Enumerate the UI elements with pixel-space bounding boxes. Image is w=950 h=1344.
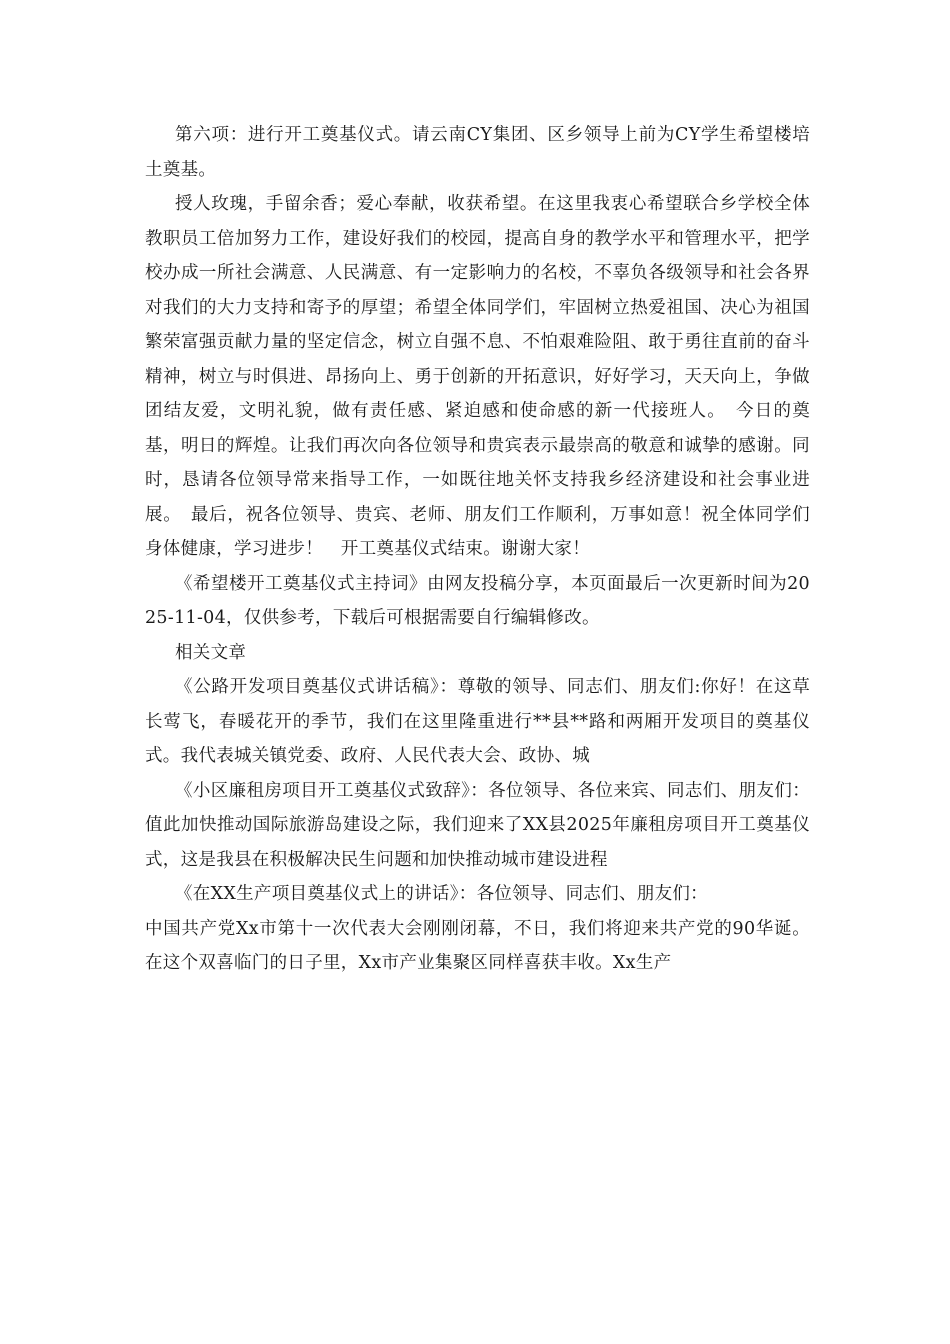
related-article-3-continuation: 中国共产党Xx市第十一次代表大会刚刚闭幕，不日，我们将迎来共产党的90华诞。在这个双喜临门的日子里，Xx市产业集聚区同样喜获丰收。Xx生产 (145, 918, 810, 973)
related-articles-section (145, 636, 810, 981)
document-page (145, 118, 810, 981)
related-article-1[interactable]: 《公路开发项目奠基仪式讲话稿》：尊敬的领导、同志们、朋友们:你好！在这草长莺飞，春暖花开的季节，我们在这里隆重进行**县**路和两厢开发项目的奠基仪式。我代表城关镇党委、政府、人民代表大会、政协、城 (145, 677, 810, 766)
related-articles-heading: 相关文章 (175, 642, 247, 663)
related-article-2[interactable]: 《小区廉租房项目开工奠基仪式致辞》：各位领导、各位来宾、同志们、朋友们：值此加快推动国际旅游岛建设之际，我们迎来了XX县2025年廉租房项目开工奠基仪式，这是我县在积极解决民生问题和加快推动城市建设进程 (145, 780, 810, 870)
related-article-3[interactable]: 《在XX生产项目奠基仪式上的讲话》：各位领导、同志们、朋友们： (175, 884, 708, 904)
paragraph-source-note: 《希望楼开工奠基仪式主持词》由网友投稿分享，本页面最后一次更新时间为2025-11-04，仅供参考，下载后可根据需要自行编辑修改。 (145, 573, 810, 628)
paragraph-speech-body: 授人玫瑰，手留余香；爱心奉献，收获希望。在这里我衷心希望联合乡学校全体教职员工倍加努力工作，建设好我们的校园，提高自身的教学水平和管理水平，把学校办成一所社会满意、人民满意、有一定影响力的名校，不辜负各级领导和社会各界对我们的大力支持和寄予的厚望；希望全体同学们，牢固树立热爱祖国、决心为祖国繁荣富强贡献力量的坚定信念，树立自强不息、不怕艰难险阻、敢于勇往直前的奋斗精神，树立与时俱进、昂扬向上、勇于创新的开拓意识，好好学习，天天向上，争做团结友爱，文明礼貌，做有责任感、紧迫感和使命感的新一代接班人。 今日的奠基，明日的辉煌。让我们再次向各位领导和贵宾表示最崇高的敬意和诚挚的感谢。同时，恳请各位领导常来指导工作，一如既往地关怀支持我乡经济建设和社会事业进展。 最后，祝各位领导、贵宾、老师、朋友们工作顺利，万事如意！祝全体同学们身体健康，学习进步！ 开工奠基仪式结束。谢谢大家！ (145, 194, 810, 559)
paragraph-ceremony-step: 第六项：进行开工奠基仪式。请云南CY集团、区乡领导上前为CY学生希望楼培土奠基。 (145, 125, 810, 180)
